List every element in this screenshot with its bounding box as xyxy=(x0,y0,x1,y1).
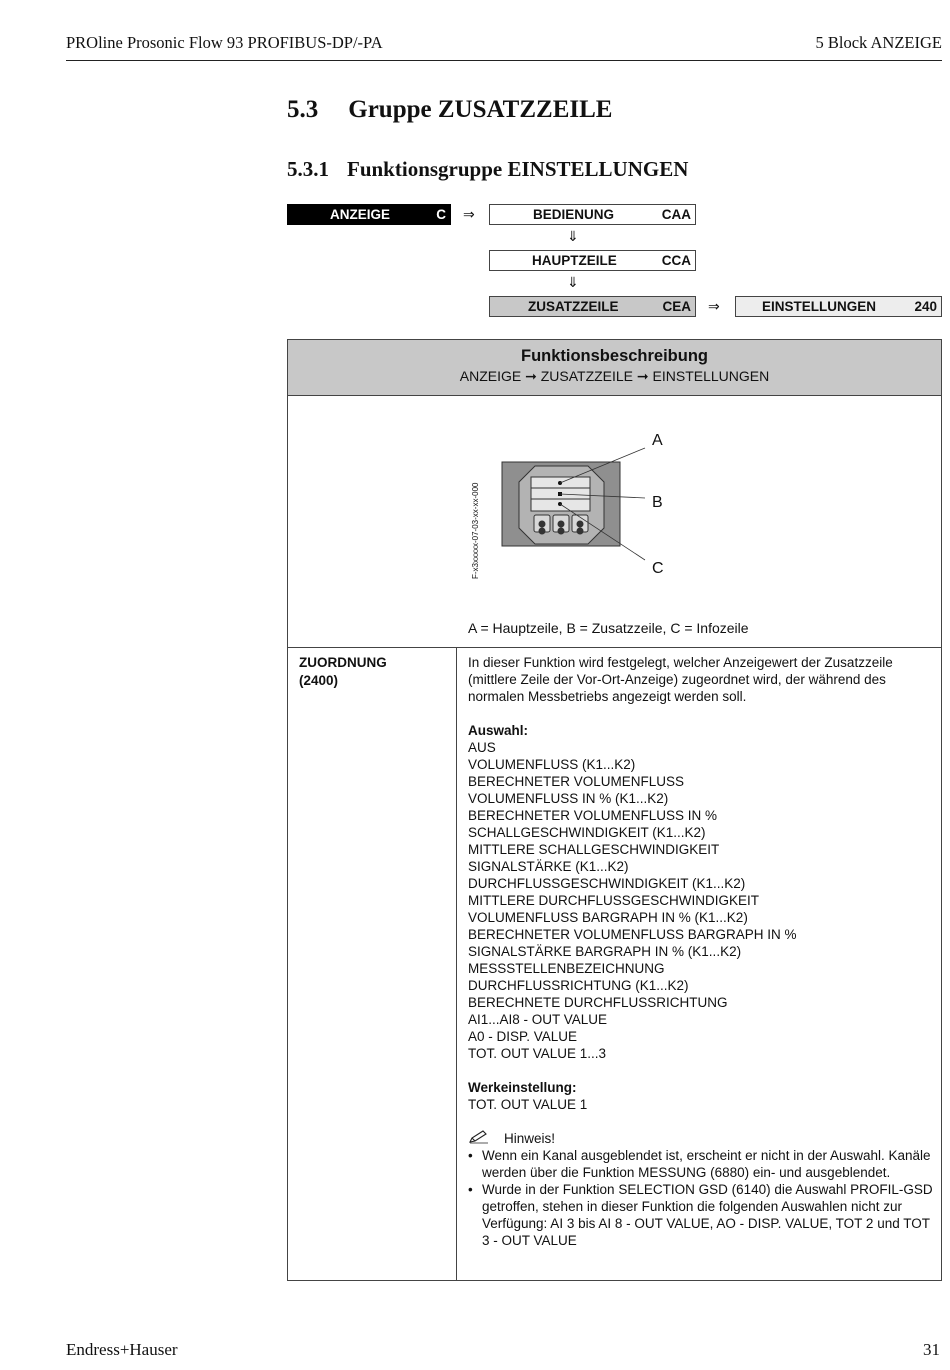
nav-box-anzeige xyxy=(287,204,451,225)
running-header-title: PROline Prosonic Flow 93 PROFIBUS-DP/-PA xyxy=(66,33,383,52)
display-illustration xyxy=(500,420,720,590)
option-item: BERECHNETER VOLUMENFLUSS IN % xyxy=(468,808,718,823)
option-item: MESSSTELLENBEZEICHNUNG xyxy=(468,961,665,976)
option-item: DURCHFLUSSGESCHWINDIGKEIT (K1...K2) xyxy=(468,876,746,891)
option-item: MITTLERE SCHALLGESCHWINDIGKEIT xyxy=(468,842,720,857)
arrow-down-icon: ⇓ xyxy=(567,228,579,244)
column-divider xyxy=(456,647,457,1280)
option-item: BERECHNETER VOLUMENFLUSS xyxy=(468,774,685,789)
nav-label: ANZEIGE xyxy=(330,207,391,222)
option-item: SCHALLGESCHWINDIGKEIT (K1...K2) xyxy=(468,825,706,840)
figure-code: F-x3xxxxx-07-03-xx-xx-000 xyxy=(471,482,480,579)
option-item: DURCHFLUSSRICHTUNG (K1...K2) xyxy=(468,978,689,993)
row-divider xyxy=(288,647,941,648)
nav-code: CEA xyxy=(662,299,691,314)
figure-label-c: C xyxy=(652,560,664,577)
nav-label: EINSTELLUNGEN xyxy=(762,299,877,314)
option-item: SIGNALSTÄRKE (K1...K2) xyxy=(468,859,629,874)
function-code: (2400) xyxy=(299,673,339,688)
running-header-chapter: 5 Block ANZEIGE xyxy=(815,33,942,52)
options-list xyxy=(468,739,933,1062)
option-item: SIGNALSTÄRKE BARGRAPH IN % (K1...K2) xyxy=(468,944,742,959)
header-rule xyxy=(66,60,942,61)
nav-box-hauptzeile xyxy=(489,250,696,271)
subsection-title: Funktionsgruppe EINSTELLUNGEN xyxy=(347,157,689,181)
function-table xyxy=(287,339,942,1281)
figure-caption: A = Hauptzeile, B = Zusatzzeile, C = Infozeile xyxy=(468,620,749,636)
factory-setting-heading: Werkeinstellung: xyxy=(468,1080,577,1095)
subsection-heading xyxy=(287,157,688,182)
option-item: MITTLERE DURCHFLUSSGESCHWINDIGKEIT xyxy=(468,893,760,908)
nav-label: HAUPTZEILE xyxy=(532,253,617,268)
nav-box-zusatzzeile xyxy=(489,296,696,317)
section-heading xyxy=(287,96,612,124)
function-description: In dieser Funktion wird festgelegt, welcher Anzeigewert der Zusatzzeile (mittlere Zeile der Vor-Ort-Anzeige) zugeordnet wird, der während des normalen Messbetriebs angezeigt werden soll. xyxy=(468,655,893,704)
figure-label-b: B xyxy=(652,494,663,511)
note-pencil-icon xyxy=(468,1130,490,1144)
section-title: Gruppe ZUSATZZEILE xyxy=(348,96,613,123)
table-header xyxy=(288,340,941,396)
nav-code: CAA xyxy=(661,207,691,222)
function-name-cell xyxy=(299,654,387,690)
factory-setting-value: TOT. OUT VALUE 1 xyxy=(468,1097,588,1112)
option-item: A0 - DISP. VALUE xyxy=(468,1029,578,1044)
nav-code: 240 xyxy=(914,299,937,314)
nav-label: BEDIENUNG xyxy=(533,207,615,222)
section-number: 5.3 xyxy=(287,96,319,123)
nav-code: C xyxy=(436,207,446,222)
arrow-right-icon: ⇒ xyxy=(708,298,720,314)
table-header-title: Funktionsbeschreibung xyxy=(520,347,708,365)
option-item: BERECHNETE DURCHFLUSSRICHTUNG xyxy=(468,995,728,1010)
option-item: VOLUMENFLUSS BARGRAPH IN % (K1...K2) xyxy=(468,910,748,925)
arrow-right-icon: ⇒ xyxy=(463,206,475,222)
nav-box-bedienung xyxy=(489,204,696,225)
function-description-cell xyxy=(468,654,933,1249)
figure-label-a: A xyxy=(652,432,663,449)
footer-brand: Endress+Hauser xyxy=(66,1340,178,1359)
option-item: VOLUMENFLUSS IN % (K1...K2) xyxy=(468,791,669,806)
note-heading: Hinweis! xyxy=(504,1131,556,1146)
option-item: AUS xyxy=(468,740,496,755)
nav-code: CCA xyxy=(661,253,691,268)
table-header-path: ANZEIGE ➞ ZUSATZZEILE ➞ EINSTELLUNGEN xyxy=(459,368,770,384)
option-item: TOT. OUT VALUE 1...3 xyxy=(468,1046,607,1061)
arrow-down-icon: ⇓ xyxy=(567,274,579,290)
nav-label: ZUSATZZEILE xyxy=(528,299,619,314)
function-name: ZUORDNUNG xyxy=(299,655,387,670)
note-item: • Wenn ein Kanal ausgeblendet ist, erscheint er nicht in der Auswahl. Kanäle werden über die Funktion MESSUNG (6880) ein- und ausgeblendet. xyxy=(468,1147,933,1181)
note-heading-row xyxy=(468,1130,933,1147)
option-item: AI1...AI8 - OUT VALUE xyxy=(468,1012,608,1027)
note-item: • Wurde in der Funktion SELECTION GSD (6140) die Auswahl PROFIL-GSD getroffen, stehen in dieser Funktion die folgenden Auswahlen nicht zur Verfügung: AI 3 bis AI 8 - OUT VALUE, AO - DISP. VALUE, TOT 2 und TOT 3 - OUT VALUE xyxy=(468,1181,933,1249)
subsection-number: 5.3.1 xyxy=(287,157,329,181)
nav-box-einstellungen xyxy=(735,296,942,317)
option-item: BERECHNETER VOLUMENFLUSS BARGRAPH IN % xyxy=(468,927,797,942)
option-item: VOLUMENFLUSS (K1...K2) xyxy=(468,757,636,772)
page-number: 31 xyxy=(923,1340,940,1359)
options-heading: Auswahl: xyxy=(468,723,529,738)
